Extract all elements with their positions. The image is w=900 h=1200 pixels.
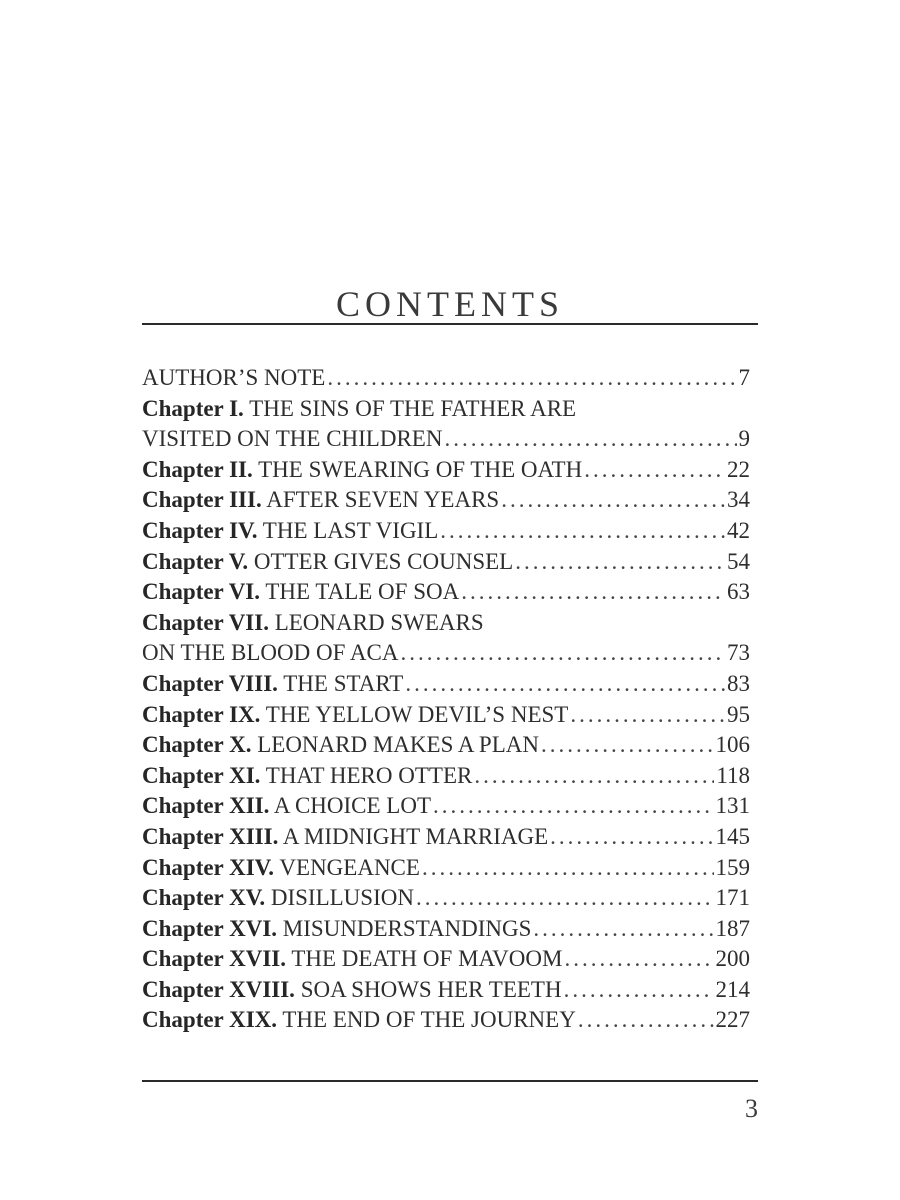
- dot-leader: [564, 944, 713, 975]
- toc-entry: [142, 455, 750, 486]
- chapter-title: DISILLUSION: [270, 885, 414, 911]
- chapter-title-continuation: ON THE BLOOD OF ACA: [142, 640, 399, 666]
- chapter-label: Chapter IV.: [142, 517, 258, 543]
- toc-page-number: 118: [716, 762, 750, 788]
- toc-page-number: 214: [715, 976, 750, 1002]
- chapter-title: A MIDNIGHT MARRIAGE: [282, 823, 549, 849]
- toc-page-number: 73: [727, 640, 750, 666]
- toc-page-number: 145: [715, 823, 750, 849]
- dot-leader: [570, 700, 725, 731]
- chapter-title: THE DEATH OF MAVOOM: [291, 946, 563, 972]
- chapter-title: AFTER SEVEN YEARS: [266, 487, 500, 513]
- chapter-title: THE SINS OF THE FATHER ARE: [249, 395, 577, 421]
- toc-entry: [142, 577, 750, 608]
- toc-entry-text: [142, 363, 325, 394]
- toc-entry-continuation: [142, 424, 750, 455]
- toc-page-number: 159: [715, 854, 750, 880]
- table-of-contents: [142, 363, 750, 1036]
- toc-entry-text: [142, 883, 414, 914]
- toc-entry-text: [142, 822, 548, 853]
- dot-leader: [541, 730, 714, 761]
- dot-leader: [440, 516, 725, 547]
- chapter-title: THE YELLOW DEVIL’S NEST: [265, 701, 569, 727]
- toc-entry-text: [142, 455, 582, 486]
- page-number: 3: [745, 1094, 758, 1123]
- toc-entry-text: [142, 975, 562, 1006]
- chapter-title: THE START: [283, 670, 404, 696]
- toc-page-number: 83: [727, 670, 750, 696]
- toc-entry: [142, 394, 750, 425]
- chapter-label: Chapter I.: [142, 395, 244, 421]
- dot-leader: [550, 822, 713, 853]
- dot-leader: [461, 577, 725, 608]
- toc-entry-text: [142, 608, 484, 639]
- toc-entry: [142, 547, 750, 578]
- toc-entry: [142, 914, 750, 945]
- toc-entry-text: [142, 547, 513, 578]
- toc-entry-text: [142, 791, 431, 822]
- toc-page-number: 42: [727, 517, 750, 543]
- dot-leader: [405, 669, 725, 700]
- chapter-title: A CHOICE LOT: [273, 793, 432, 819]
- chapter-label: Chapter II.: [142, 456, 253, 482]
- toc-entry-text: [142, 730, 539, 761]
- chapter-title: THE END OF THE JOURNEY: [282, 1007, 576, 1033]
- chapter-title: OTTER GIVES COUNSEL: [253, 548, 514, 574]
- chapter-label: Chapter XVIII.: [142, 976, 295, 1002]
- chapter-label: Chapter XVII.: [142, 946, 286, 972]
- dot-leader: [578, 1005, 714, 1036]
- dot-leader: [584, 455, 725, 486]
- toc-entry: [142, 1005, 750, 1036]
- toc-entry: [142, 730, 750, 761]
- chapter-title: THE SWEARING OF THE OATH: [258, 456, 583, 482]
- toc-entry-text: [142, 516, 438, 547]
- chapter-title: SOA SHOWS HER TEETH: [300, 976, 562, 1002]
- toc-page-number: 9: [738, 426, 750, 452]
- dot-leader: [433, 791, 713, 822]
- toc-entry-text: [142, 944, 562, 975]
- bottom-rule: [142, 1080, 758, 1082]
- toc-page-number: 22: [727, 456, 750, 482]
- toc-entry: [142, 761, 750, 792]
- toc-entry: [142, 944, 750, 975]
- toc-entry: [142, 853, 750, 884]
- chapter-label: Chapter VII.: [142, 609, 269, 635]
- chapter-label: Chapter IX.: [142, 701, 261, 727]
- chapter-label: Chapter XI.: [142, 762, 261, 788]
- top-rule: [142, 323, 758, 325]
- chapter-title: AUTHOR’S NOTE: [142, 365, 326, 390]
- chapter-label: Chapter VI.: [142, 579, 260, 605]
- dot-leader: [416, 883, 714, 914]
- page-title: CONTENTS: [336, 284, 564, 325]
- chapter-title: MISUNDERSTANDINGS: [282, 915, 532, 941]
- dot-leader: [533, 914, 713, 945]
- toc-page-number: 187: [715, 915, 750, 941]
- chapter-label: Chapter XIII.: [142, 823, 279, 849]
- toc-entry: [142, 516, 750, 547]
- toc-entry: [142, 669, 750, 700]
- chapter-label: Chapter X.: [142, 732, 252, 758]
- chapter-label: Chapter XV.: [142, 885, 266, 911]
- chapter-title: LEONARD MAKES A PLAN: [257, 732, 539, 758]
- chapter-label: Chapter XII.: [142, 793, 270, 819]
- dot-leader: [564, 975, 714, 1006]
- chapter-title: VENGEANCE: [279, 854, 420, 880]
- toc-page-number: 54: [727, 548, 750, 574]
- chapter-title: THE LAST VIGIL: [262, 517, 439, 543]
- toc-page-number: 227: [715, 1007, 750, 1033]
- toc-entry: [142, 975, 750, 1006]
- toc-entry: [142, 485, 750, 516]
- chapter-title: THE TALE OF SOA: [265, 579, 460, 605]
- chapter-title: LEONARD SWEARS: [274, 609, 484, 635]
- chapter-title: THAT HERO OTTER: [265, 762, 473, 788]
- toc-entry-text: [142, 485, 499, 516]
- toc-entry: [142, 822, 750, 853]
- toc-entry: [142, 608, 750, 639]
- toc-entry-text: [142, 669, 403, 700]
- toc-entry-text: [142, 700, 568, 731]
- dot-leader: [400, 638, 725, 669]
- toc-page-number: 7: [738, 365, 750, 390]
- chapter-label: Chapter VIII.: [142, 670, 278, 696]
- chapter-label: Chapter XVI.: [142, 915, 278, 941]
- toc-entry: [142, 883, 750, 914]
- chapter-title-continuation: VISITED ON THE CHILDREN: [142, 426, 443, 452]
- toc-entry-text: [142, 577, 459, 608]
- dot-leader: [515, 547, 725, 578]
- toc-entry-text: [142, 853, 420, 884]
- dot-leader: [474, 761, 714, 792]
- toc-entry-text: [142, 761, 472, 792]
- toc-page-number: 63: [727, 579, 750, 605]
- chapter-label: Chapter XIX.: [142, 1007, 278, 1033]
- chapter-label: Chapter III.: [142, 487, 262, 513]
- toc-page-number: 131: [715, 793, 750, 819]
- toc-page-number: 200: [715, 946, 750, 972]
- toc-entry-text: [142, 914, 531, 945]
- dot-leader: [422, 853, 714, 884]
- dot-leader: [501, 485, 725, 516]
- toc-page-number: 171: [715, 885, 750, 911]
- toc-page-number: 34: [727, 487, 750, 513]
- dot-leader: [444, 424, 736, 455]
- dot-leader: [327, 363, 736, 394]
- chapter-label: Chapter XIV.: [142, 854, 275, 880]
- toc-entry: [142, 363, 750, 394]
- toc-page-number: 106: [715, 732, 750, 758]
- toc-entry-text: [142, 394, 576, 425]
- toc-entry-text: [142, 1005, 576, 1036]
- toc-entry: [142, 791, 750, 822]
- toc-entry: [142, 700, 750, 731]
- toc-entry-continuation: [142, 638, 750, 669]
- toc-page-number: 95: [727, 701, 750, 727]
- chapter-label: Chapter V.: [142, 548, 249, 574]
